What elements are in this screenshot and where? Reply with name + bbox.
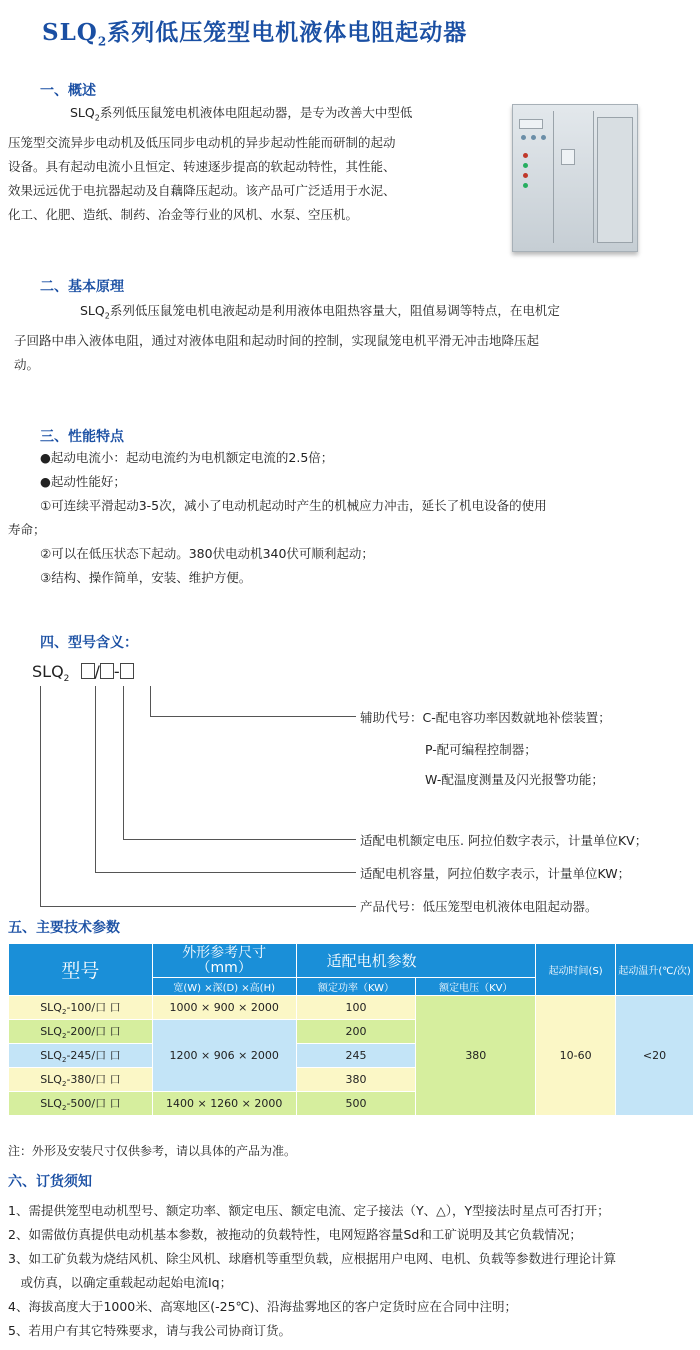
section-specs-heading: 五、主要技术参数: [8, 920, 120, 936]
header-motor-params: 适配电机参数: [296, 944, 536, 978]
section-overview-heading: 一、概述: [40, 83, 96, 99]
cell-size: 1000 × 900 × 2000: [152, 996, 296, 1020]
table-note: 注：外形及安装尺寸仅供参考，请以具体的产品为准。: [8, 1144, 297, 1158]
table-row-model: $SLQ_2-380/$口 口: [9, 1068, 153, 1092]
overview-paragraph: $SLQ_2$系列低压鼠笼电机液体电阻起动器，是专为改善大中型低 压笼型交流异步电动机及低压同步电动机的异步起动性能而研制的起动 设备。具有起动电流小且恒定、转速逐步提高的软起动特性，其性能、 效果远远优于电抗器起动及自藕降压起动。该产品可广泛适用于水泥、 化工、化肥、造纸、制药、冶金等行业的风机、水泵、空压机。: [8, 105, 413, 222]
features-list: [8, 446, 694, 590]
placeholder-box-voltage: [100, 663, 114, 679]
table-row-model: $SLQ_2-200/$口 口: [9, 1020, 153, 1044]
feature-item: ●起动电流小：起动电流约为电机额定电流的2.5倍；: [40, 450, 334, 465]
placeholder-box-aux: [120, 663, 134, 679]
label-aux-p: P-配可编程控制器；: [425, 742, 537, 757]
ordering-item: 2、如需做仿真提供电动机基本参数，被拖动的负载特性，电网短路容量Sd和工矿说明及其它负载情况；: [8, 1227, 582, 1242]
table-row-model: $SLQ_2-245/$口 口: [9, 1044, 153, 1068]
cell-size: 1400 × 1260 × 2000: [152, 1092, 296, 1116]
ordering-item: 3、如工矿负载为烧结风机、除尘风机、球磨机等重型负载，应根据用户电网、电机、负载等参数进行理论计算: [8, 1251, 616, 1266]
feature-item: ①可连续平滑起动3-5次，减小了电动机起动时产生的机械应力冲击，延长了机电设备的使用: [40, 498, 547, 513]
feature-item: ②可以在低压状态下起动。380伏电动机340伏可顺利起动；: [40, 546, 374, 561]
section-features-heading: 三、性能特点: [40, 429, 124, 445]
header-voltage: 额定电压（KV）: [416, 978, 536, 996]
header-temp-rise: 起动温升(℃/次): [616, 944, 694, 996]
placeholder-box-capacity: [81, 663, 95, 679]
label-rated-voltage: 适配电机额定电压. 阿拉伯数字表示，计量单位KV；: [360, 833, 648, 848]
label-product-code: 产品代号：低压笼型电机液体电阻起动器。: [360, 899, 598, 914]
header-power: 额定功率（KW）: [296, 978, 416, 996]
page-title: $SLQ_2$系列低压笼型电机液体电阻起动器: [42, 19, 468, 49]
ordering-item: 5、若用户有其它特殊要求，请与我公司协商订货。: [8, 1323, 291, 1338]
section-model-heading: 四、型号含义：: [40, 635, 138, 651]
table-row-model: $SLQ_2-500/$口 口: [9, 1092, 153, 1116]
cell-power: 200: [296, 1020, 416, 1044]
table-row-model: $SLQ_2-100/$口 口: [9, 996, 153, 1020]
header-start-time: 起动时间(S): [536, 944, 616, 996]
principle-paragraph: $SLQ_2$系列低压鼠笼电机电液起动是利用液体电阻热容量大，阻值易调等特点，在电机定 子回路中串入液体电阻，通过对液体电阻和起动时间的控制，实现鼠笼电机平滑无冲击地降压起 动。: [14, 303, 560, 372]
label-capacity: 适配电机容量，阿拉伯数字表示，计量单位KW；: [360, 866, 631, 881]
cell-voltage: 380: [416, 996, 536, 1116]
header-model: 型号: [9, 944, 153, 996]
cell-start-time: 10-60: [536, 996, 616, 1116]
cell-temp-rise: <20: [616, 996, 694, 1116]
cell-power: 500: [296, 1092, 416, 1116]
section-ordering-heading: 六、订货须知: [8, 1174, 92, 1190]
section-principle-heading: 二、基本原理: [40, 279, 124, 295]
feature-item: 寿命；: [8, 522, 46, 537]
spec-table: [8, 943, 694, 1116]
label-aux-w: W-配温度测量及闪光报警功能；: [425, 772, 604, 787]
ordering-item: 4、海拔高度大于1000米、高寒地区(-25℃)、沿海盐雾地区的客户定货时应在合同中注明；: [8, 1299, 517, 1314]
header-size: 外形参考尺寸 （mm）: [152, 944, 296, 978]
cell-power: 245: [296, 1044, 416, 1068]
model-code: $SLQ_2$ / -: [32, 662, 134, 684]
cell-size: 1200 × 906 × 2000: [152, 1020, 296, 1092]
feature-item: ●起动性能好；: [40, 474, 126, 489]
cell-power: 380: [296, 1068, 416, 1092]
ordering-item: 或仿真，以确定重载起动起始电流Iq；: [8, 1275, 233, 1290]
ordering-item: 1、需提供笼型电动机型号、额定功率、额定电压、额定电流、定子接法（Y、△），Y型接法时星点可否打开；: [8, 1203, 610, 1218]
cell-power: 100: [296, 996, 416, 1020]
header-size-sub: 宽(W) ×深(D) ×高(H): [152, 978, 296, 996]
feature-item: ③结构、操作简单，安装、维护方便。: [40, 570, 252, 585]
starter-cabinet-image: [512, 104, 638, 252]
label-aux-code: 辅助代号：C-配电容功率因数就地补偿装置；: [360, 710, 611, 725]
